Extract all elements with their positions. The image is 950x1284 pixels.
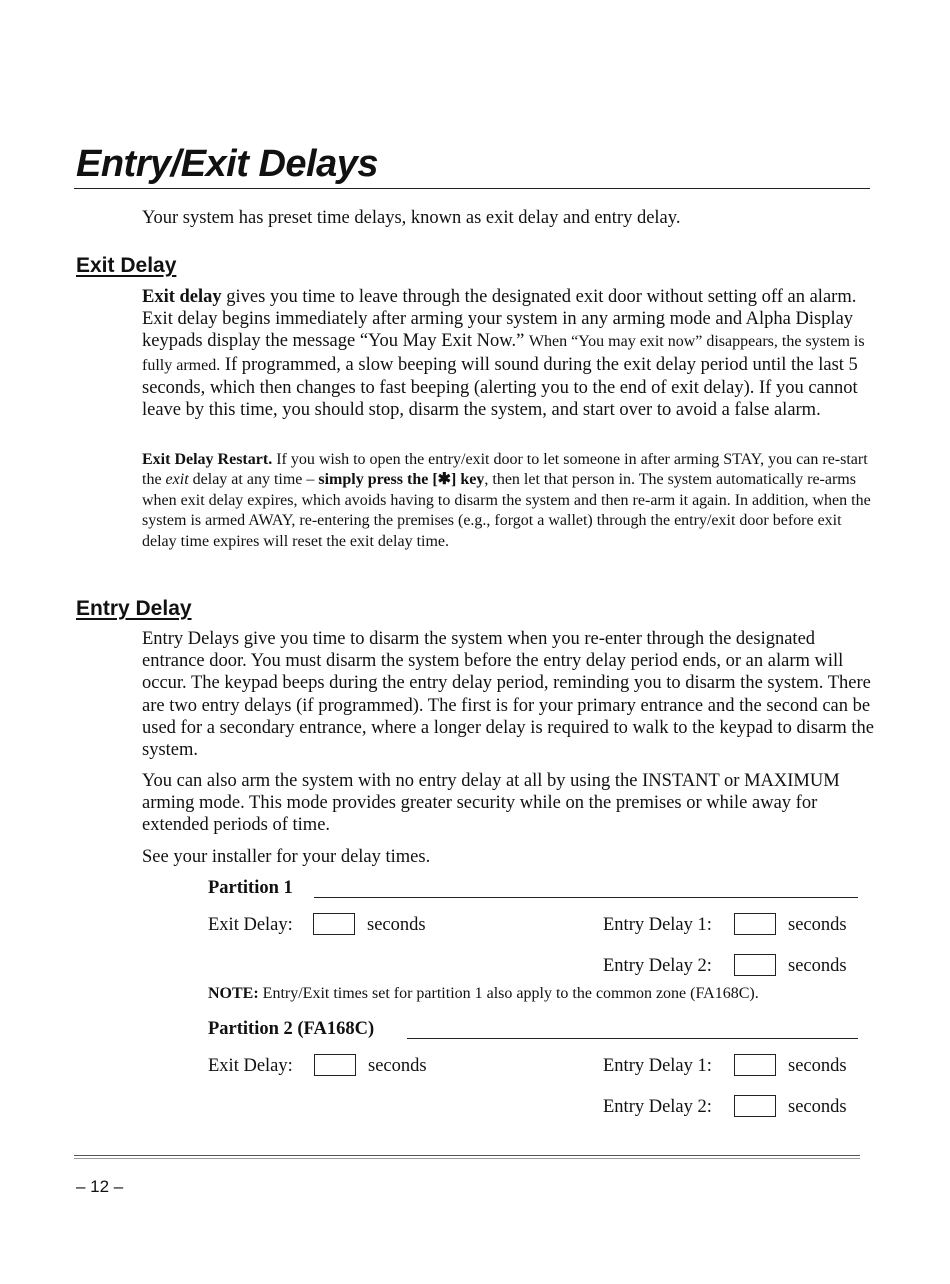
partition-1-entry-delay-2-unit: seconds: [788, 956, 847, 976]
partition-2-entry-delay-2-unit: seconds: [788, 1097, 847, 1117]
exit-delay-paragraph: [142, 286, 878, 421]
partition-1-exit-delay-box[interactable]: [313, 913, 355, 935]
title-rule: [74, 188, 870, 189]
partition-2-label: Partition 2 (FA168C): [208, 1019, 375, 1039]
partition-1-entry-delay-1-label: Entry Delay 1:: [603, 915, 712, 935]
partition-2-rule: [407, 1038, 858, 1039]
partition-2-entry-delay-1-label: Entry Delay 1:: [603, 1056, 712, 1076]
exit-delay-heading: Exit Delay: [76, 254, 177, 277]
note-text: Entry/Exit times set for partition 1 also apply to the common zone (FA168C).: [258, 985, 759, 1002]
exit-delay-text-a: gives you time to leave through the designated exit door without setting off an alarm. Exit delay begins immediately after arming your system in any arming mode and Alpha Display keypads display the message “You May Exit Now.”: [142, 287, 857, 352]
partition-2-entry-delay-2-box[interactable]: [734, 1095, 776, 1117]
partition-2-entry-delay-2-label: Entry Delay 2:: [603, 1097, 712, 1117]
restart-text-c: , then let that person in. The system automatically re-arms when exit delay expires, which avoids having to disarm the system and then re-arm it again. In addition, when the system is armed AWAY, re-entering the premises (e.g., forgot a wallet) through the entry/exit door before exit delay time expires will reset the exit delay time.: [142, 471, 871, 550]
footer-rule: [74, 1155, 860, 1156]
partition-2-exit-delay-label: Exit Delay:: [208, 1056, 293, 1076]
exit-delay-restart-term: Exit Delay Restart.: [142, 451, 273, 468]
exit-delay-term: Exit delay: [142, 287, 222, 307]
partition-1-row-1: [208, 913, 858, 937]
entry-delay-paragraph-2: You can also arm the system with no entry delay at all by using the INSTANT or MAXIMUM arming mode. This mode provides greater security while on the premises or while away for extended periods of time.: [142, 771, 840, 836]
partition-1-entry-delay-2-label: Entry Delay 2:: [603, 956, 712, 976]
exit-delay-text-b: If programmed, a slow beeping will sound during the exit delay period until the last 5 seconds, which then changes to fast beeping (alerting you to the end of exit delay). If you cannot leave by this time, you should stop, disarm the system, and start over to avoid a false alarm.: [142, 354, 858, 421]
exit-delay-restart-paragraph: [142, 450, 878, 552]
entry-delay-paragraph-1: Entry Delays give you time to disarm the system when you re-enter through the designated entrance door. You must disarm the system before the entry delay period ends, or an alarm will occur. The keypad beeps during the entry delay period, reminding you to disarm the system. There are two entry delays (if programmed). The first is for your primary entrance and the second can be used for a secondary entrance, where a longer delay is required to walk to the keypad to disarm the system.: [142, 629, 875, 761]
footer-rule-secondary: [74, 1158, 860, 1159]
partition-2-exit-delay-box[interactable]: [314, 1054, 356, 1076]
partition-2-row-2: [208, 1095, 858, 1119]
partition-2-exit-delay-unit: seconds: [368, 1056, 427, 1076]
partition-2-header: [208, 1017, 858, 1041]
restart-italic: exit: [165, 471, 189, 489]
restart-text-b: delay at any time –: [188, 471, 319, 489]
partition-2-entry-delay-1-box[interactable]: [734, 1054, 776, 1076]
note: [208, 984, 759, 1004]
partition-1-entry-delay-1-unit: seconds: [788, 915, 847, 935]
partition-1-exit-delay-unit: seconds: [367, 915, 426, 935]
intro-paragraph: Your system has preset time delays, known as exit delay and entry delay.: [142, 208, 681, 228]
page-number: – 12 –: [76, 1177, 124, 1196]
exit-delay-text-small: When “You may exit now” disappears, the system is fully armed.: [142, 333, 865, 374]
page-title: Entry/Exit Delays: [76, 143, 378, 185]
entry-delay-paragraph-3: See your installer for your delay times.: [142, 847, 431, 867]
partition-1-row-2: [208, 954, 858, 978]
partition-1-exit-delay-label: Exit Delay:: [208, 915, 293, 935]
partition-2-row-1: [208, 1054, 858, 1078]
partition-1-entry-delay-1-box[interactable]: [734, 913, 776, 935]
restart-text-a: If you wish to open the entry/exit door to let someone in after arming STAY, you can re-start the: [142, 451, 868, 489]
note-label: NOTE:: [208, 985, 259, 1002]
restart-key-instruction: simply press the [✱] key: [318, 471, 485, 489]
partition-2-entry-delay-1-unit: seconds: [788, 1056, 847, 1076]
partition-1-entry-delay-2-box[interactable]: [734, 954, 776, 976]
partition-1-label: Partition 1: [208, 878, 293, 898]
partition-1-header: [208, 876, 858, 900]
partition-1-rule: [314, 897, 858, 898]
entry-delay-heading: Entry Delay: [76, 597, 192, 620]
